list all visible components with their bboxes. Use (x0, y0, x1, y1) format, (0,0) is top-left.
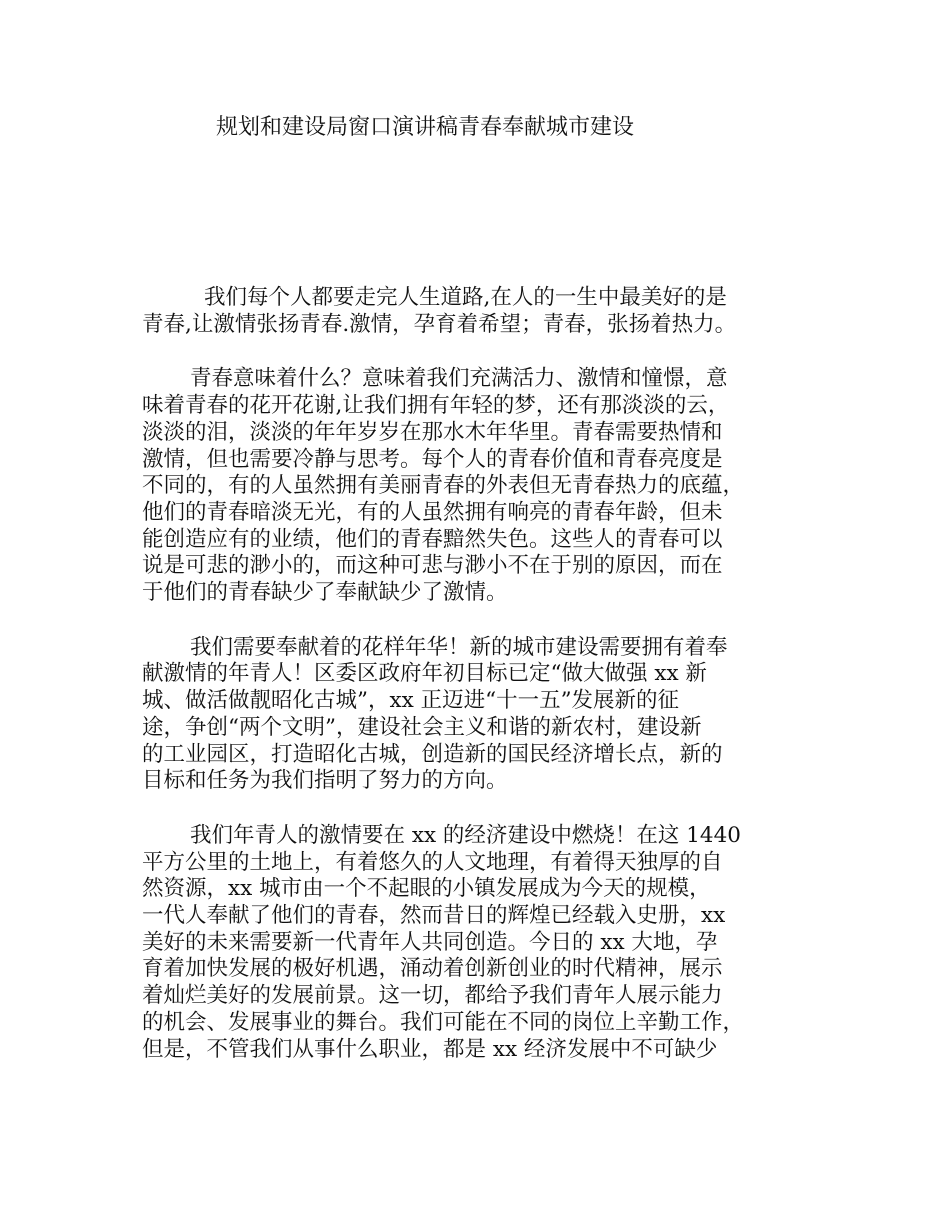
text-line: 但是，不管我们从事什么职业，都是 xx 经济发展中不可缺少 (142, 1036, 718, 1062)
text-line: 目标和任务为我们指明了努力的方向。 (142, 768, 508, 794)
text-line: 激情，但也需要冷静与思考。每个人的青春价值和青春亮度是 (142, 446, 723, 472)
text-line: 的机会、发展事业的舞台。我们可能在不同的岗位上辛勤工作， (142, 1009, 745, 1035)
text-line: 美好的未来需要新一代青年人共同创造。今日的 xx 大地，孕 (142, 929, 718, 955)
text-line: 我们每个人都要走完人生道路,在人的一生中最美好的是 (204, 285, 727, 310)
text-line: 味着青春的花开花谢,让我们拥有年轻的梦，还有那淡淡的云， (142, 393, 730, 419)
text-line: 他们的青春暗淡无光，有的人虽然拥有响亮的青春年龄，但未 (142, 499, 723, 525)
text-line: 献激情的年青人！区委区政府年初目标已定“做大做强 xx 新 (142, 661, 707, 687)
text-line: 说是可悲的渺小的，而这种可悲与渺小不在于别的原因，而在 (142, 553, 723, 579)
text-line: 着灿烂美好的发展前景。这一切，都给予我们青年人展示能力 (142, 983, 723, 1009)
paragraph-4 (142, 823, 832, 1063)
text-line: 淡淡的泪，淡淡的年年岁岁在那水木年华里。青春需要热情和 (142, 419, 723, 445)
text-line: 我们年青人的激情要在 xx 的经济建设中燃烧！在这 1440 (190, 822, 741, 848)
text-line: 不同的，有的人虽然拥有美丽青春的外表但无青春热力的底蕴， (142, 473, 745, 499)
text-line: 平方公里的土地上，有着悠久的人文地理，有着得天独厚的自 (142, 849, 723, 875)
paragraph-3 (142, 635, 832, 795)
text-line: 于他们的青春缺少了奉献缺少了激情。 (142, 580, 508, 606)
text-line: 途，争创“两个文明”，建设社会主义和谐的新农村，建设新 (142, 714, 702, 740)
document-title: 规划和建设局窗口演讲稿青春奉献城市建设 (216, 115, 635, 140)
text-line: 然资源，xx 城市由一个不起眼的小镇发展成为今天的规模， (142, 876, 711, 902)
paragraph-2 (142, 366, 832, 606)
text-line: 青春,让激情张扬青春.激情，孕育着希望；青春，张扬着热力。 (142, 311, 737, 337)
paragraph-1 (142, 285, 832, 338)
text-line: 我们需要奉献着的花样年华！新的城市建设需要拥有着奉 (190, 634, 728, 660)
text-line: 能创造应有的业绩，他们的青春黯然失色。这些人的青春可以 (142, 526, 723, 552)
text-line: 一代人奉献了他们的青春，然而昔日的辉煌已经载入史册，xx (142, 903, 726, 929)
text-line: 城、做活做靓昭化古城”，xx 正迈进“十一五”发展新的征 (142, 688, 680, 714)
text-line: 青春意味着什么？意味着我们充满活力、激情和憧憬，意 (190, 366, 728, 392)
document-body (142, 285, 832, 1091)
text-line: 育着加快发展的极好机遇，涌动着创新创业的时代精神，展示 (142, 956, 723, 982)
text-line: 的工业园区，打造昭化古城，创造新的国民经济增长点，新的 (142, 741, 723, 767)
